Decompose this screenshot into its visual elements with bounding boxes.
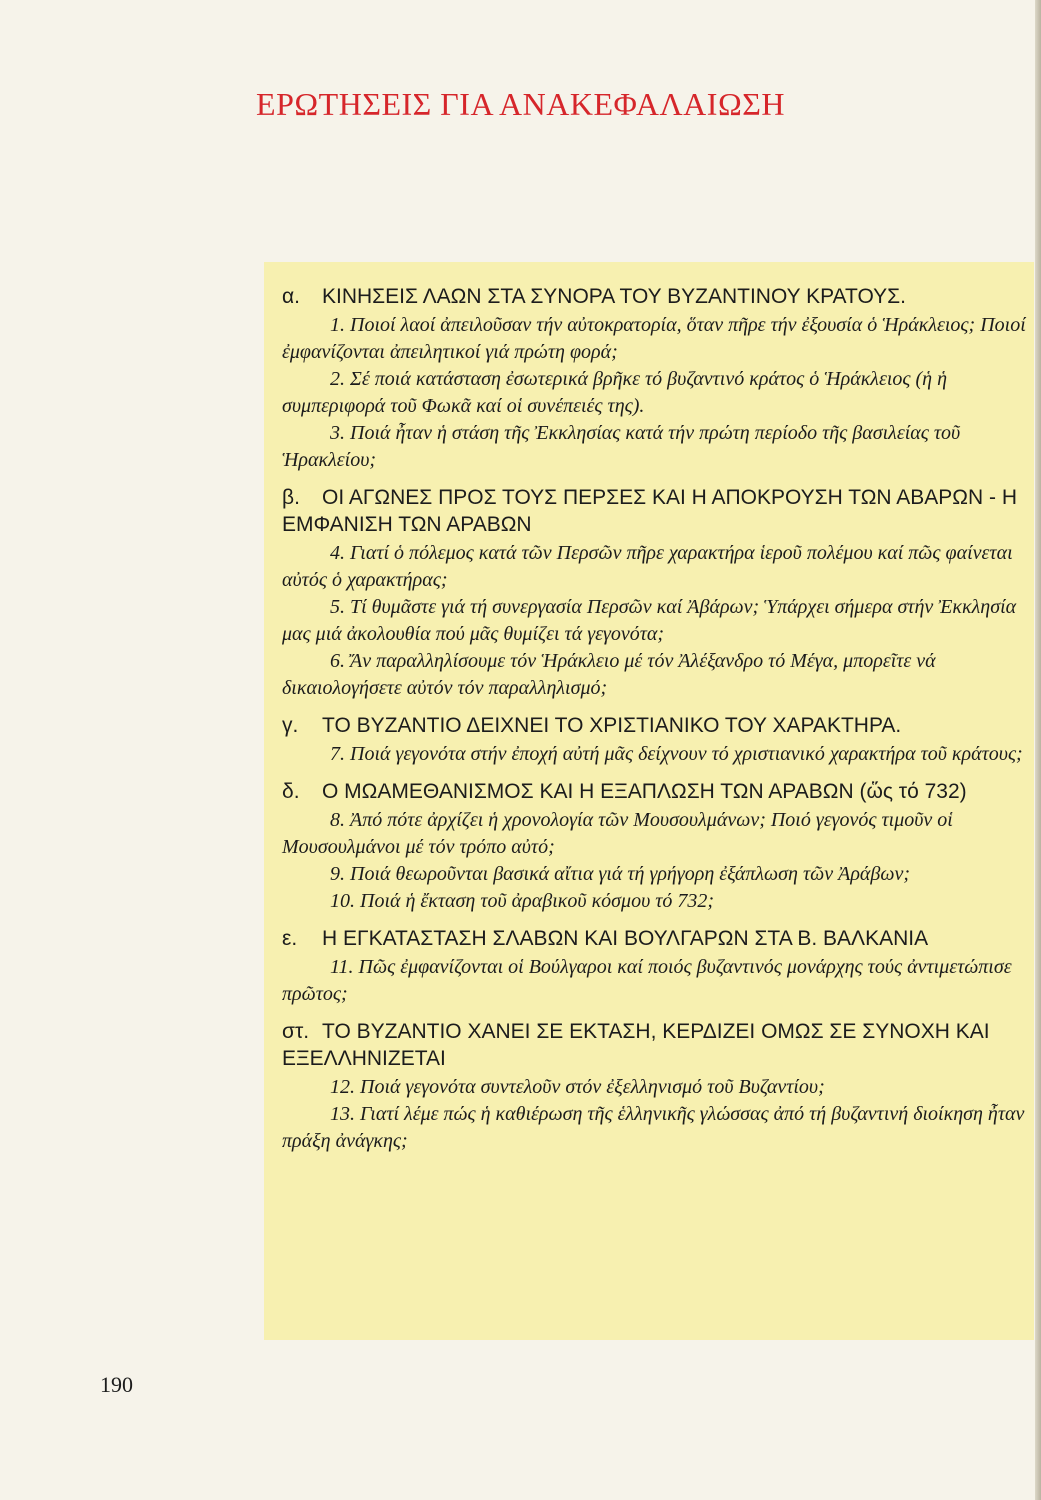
question-text: Ποιά θεωροῦνται βασικά αἴτια γιά τή γρήγορη ἐξάπλωση τῶν Ἀράβων; (350, 863, 911, 885)
question-number: 8. (330, 809, 345, 831)
question (282, 312, 1032, 366)
section-title: Η ΕΓΚΑΤΑΣΤΑΣΗ ΣΛΑΒΩΝ ΚΑΙ ΒΟΥΛΓΑΡΩΝ ΣΤΑ Β. ΒΑΛΚΑΝΙΑ (322, 927, 929, 950)
question (282, 954, 1032, 1008)
question-number: 10. (330, 890, 355, 912)
section-b (282, 484, 1032, 702)
question-text: Ἀπό πότε ἀρχίζει ἡ χρονολογία τῶν Μουσουλμάνων; Ποιό γεγονός τιμοῦν οἱ Μουσουλμάνοι μέ τόν τρόπο αὐτό; (282, 809, 953, 858)
question-number: 13. (330, 1103, 355, 1125)
section-heading (282, 283, 1032, 310)
question-text: Ποιά ἦταν ἡ στάση τῆς Ἐκκλησίας κατά τήν πρώτη περίοδο τῆς βασιλείας τοῦ Ἡρακλείου; (282, 422, 961, 471)
section-title: ΤΟ ΒΥΖΑΝΤΙΟ ΔΕΙΧΝΕΙ ΤΟ ΧΡΙΣΤΙΑΝΙΚΟ ΤΟΥ ΧΑΡΑΚΤΗΡΑ. (322, 714, 902, 737)
section-heading (282, 778, 1032, 805)
section-title: ΤΟ ΒΥΖΑΝΤΙΟ ΧΑΝΕΙ ΣΕ ΕΚΤΑΣΗ, ΚΕΡΔΙΖΕΙ ΟΜΩΣ ΣΕ ΣΥΝΟΧΗ ΚΑΙ ΕΞΕΛΛΗΝΙΖΕΤΑΙ (282, 1020, 990, 1070)
question-text: Πῶς ἐμφανίζονται οἱ Βούλγαροι καί ποιός βυζαντινός μονάρχης τούς ἀντιμετώπισε πρῶτος; (282, 956, 1012, 1005)
section-a (282, 283, 1032, 474)
question-text: Ποιά γεγονότα στήν ἐποχή αὐτή μᾶς δείχνουν τό χριστιανικό χαρακτήρα τοῦ κράτους; (350, 743, 1023, 765)
question (282, 1074, 1032, 1101)
question-text: Ποιοί λαοί ἀπειλοῦσαν τήν αὐτοκρατορία, ὅταν πῆρε τήν ἐξουσία ὁ Ἡράκλειος; Ποιοί ἐμφανίζονται ἀπειλητικοί γιά πρώτη φορά; (282, 314, 1026, 363)
question-number: 7. (330, 743, 345, 765)
section-heading (282, 925, 1032, 952)
section-letter: β. (282, 486, 300, 509)
section-heading (282, 484, 1032, 538)
question-number: 11. (330, 956, 354, 978)
question-text: Ποιά γεγονότα συντελοῦν στόν ἐξελληνισμό τοῦ Βυζαντίου; (360, 1076, 825, 1098)
question (282, 540, 1032, 594)
section-e (282, 925, 1032, 1008)
questions-content (282, 283, 1032, 1165)
question (282, 594, 1032, 648)
page-edge (1035, 0, 1041, 1500)
question-number: 3. (330, 422, 345, 444)
question-text: Γιατί ὁ πόλεμος κατά τῶν Περσῶν πῆρε χαρακτήρα ἱεροῦ πολέμου καί πῶς φαίνεται αὐτός ὁ χαρακτήρας; (282, 542, 1013, 591)
section-heading (282, 712, 1032, 739)
section-c (282, 712, 1032, 768)
section-heading (282, 1018, 1032, 1072)
question (282, 741, 1032, 768)
question-text: Ποιά ἡ ἔκταση τοῦ ἀραβικοῦ κόσμου τό 732; (360, 890, 715, 912)
page-number: 190 (100, 1372, 133, 1397)
section-letter: στ. (282, 1020, 310, 1043)
question-number: 1. (330, 314, 345, 336)
question (282, 807, 1032, 861)
question-number: 9. (330, 863, 345, 885)
section-letter: γ. (282, 714, 299, 737)
question-number: 12. (330, 1076, 355, 1098)
section-d (282, 778, 1032, 915)
question-number: 2. (330, 368, 345, 390)
question (282, 888, 1032, 915)
section-letter: α. (282, 285, 300, 308)
question (282, 861, 1032, 888)
section-letter: ε. (282, 927, 298, 950)
section-f (282, 1018, 1032, 1155)
question (282, 420, 1032, 474)
question (282, 366, 1032, 420)
section-letter: δ. (282, 780, 300, 803)
question-text: Σέ ποιά κατάσταση ἐσωτερικά βρῆκε τό βυζαντινό κράτος ὁ Ἡράκλειος (ἡ ἡ συμπεριφορά τοῦ Φωκᾶ καί οἱ συνέπειές της). (282, 368, 948, 417)
section-title: Ο ΜΩΑΜΕΘΑΝΙΣΜΟΣ ΚΑΙ Η ΕΞΑΠΛΩΣΗ ΤΩΝ ΑΡΑΒΩΝ (ὥς τό 732) (322, 780, 967, 803)
question-number: 5. (330, 596, 345, 618)
question (282, 648, 1032, 702)
page-title: ΕΡΩΤΗΣΕΙΣ ΓΙΑ ΑΝΑΚΕΦΑΛΑΙΩΣΗ (256, 86, 785, 122)
question-text: Ἄν παραλληλίσουμε τόν Ἡράκλειο μέ τόν Ἀλέξανδρο τό Μέγα, μπορεῖτε νά δικαιολογήσετε αὐτόν τόν παραλληλισμό; (282, 650, 936, 699)
question-number: 4. (330, 542, 345, 564)
question-number: 6. (330, 650, 345, 672)
question-text: Γιατί λέμε πώς ἡ καθιέρωση τῆς ἑλληνικῆς γλώσσας ἀπό τή βυζαντινή διοίκηση ἦταν πράξη ἀνάγκης; (282, 1103, 1025, 1152)
question (282, 1101, 1032, 1155)
section-title: ΟΙ ΑΓΩΝΕΣ ΠΡΟΣ ΤΟΥΣ ΠΕΡΣΕΣ ΚΑΙ Η ΑΠΟΚΡΟΥΣΗ ΤΩΝ ΑΒΑΡΩΝ - Η ΕΜΦΑΝΙΣΗ ΤΩΝ ΑΡΑΒΩΝ (282, 486, 1017, 536)
section-title: ΚΙΝΗΣΕΙΣ ΛΑΩΝ ΣΤΑ ΣΥΝΟΡΑ ΤΟΥ ΒΥΖΑΝΤΙΝΟΥ ΚΡΑΤΟΥΣ. (322, 285, 906, 308)
question-text: Τί θυμᾶστε γιά τή συνεργασία Περσῶν καί Ἀβάρων; Ὑπάρχει σήμερα στήν Ἐκκλησία μας μιά ἀκολουθία πού μᾶς θυμίζει τά γεγονότα; (282, 596, 1017, 645)
